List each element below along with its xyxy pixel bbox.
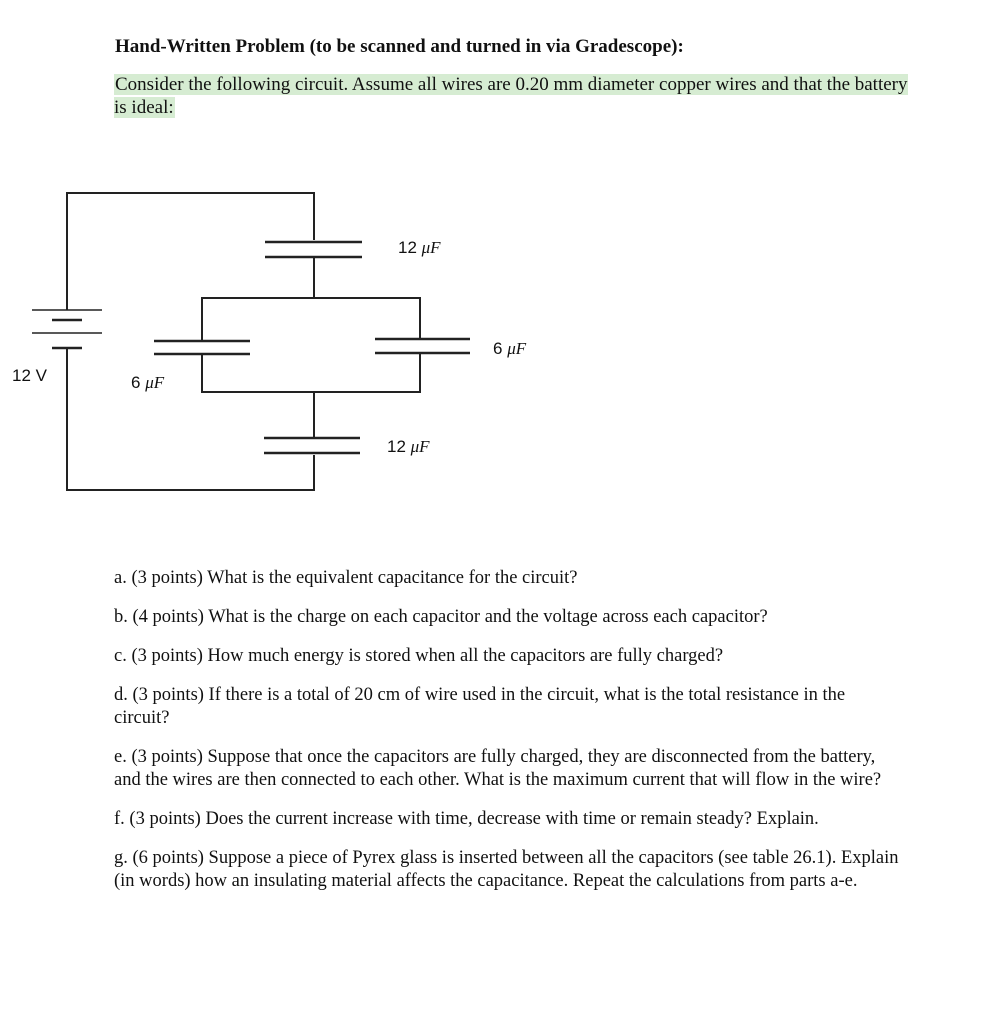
capacitor-mid-left-plates: [154, 341, 250, 354]
question-e: e. (3 points) Suppose that once the capacitors are fully charged, they are disconnected from the battery, and the wires are then connected to each other. What is the maximum current that will flow in the wire?: [114, 747, 882, 790]
question-f: f. (3 points) Does the current increase with time, decrease with time or remain steady? Explain.: [114, 809, 819, 829]
question-c: c. (3 points) How much energy is stored when all the capacitors are fully charged?: [114, 646, 724, 666]
capacitor-bottom-plates: [264, 438, 360, 453]
question-g: g. (6 points) Suppose a piece of Pyrex glass is inserted between all the capacitors (see table 26.1). Explain (in words) how an insulating material affects the capacitance. Repeat the calculations from parts a-e.: [114, 848, 899, 891]
capacitor-mid-right-label: 6 μF: [493, 339, 527, 358]
capacitor-top-label: 12 μF: [398, 238, 441, 257]
capacitor-bottom-label: 12 μF: [387, 437, 430, 456]
problem-heading: Hand-Written Problem (to be scanned and turned in via Gradescope):: [115, 36, 684, 57]
question-a: a. (3 points) What is the equivalent capacitance for the circuit?: [114, 568, 578, 588]
question-b: b. (4 points) What is the charge on each capacitor and the voltage across each capacitor?: [114, 607, 768, 627]
capacitor-top-plates: [265, 242, 362, 257]
question-d: d. (3 points) If there is a total of 20 cm of wire used in the circuit, what is the total resistance in the circuit?: [114, 685, 846, 728]
battery-symbol: [32, 310, 102, 348]
question-list: [114, 567, 904, 893]
capacitor-mid-right-plates: [375, 339, 470, 353]
capacitor-mid-left-label: 6 μF: [131, 373, 165, 392]
battery-voltage-label: 12 V: [12, 366, 47, 385]
intro-highlight: Consider the following circuit. Assume all wires are 0.20 mm diameter copper wires and that the battery is ideal:: [114, 74, 908, 118]
